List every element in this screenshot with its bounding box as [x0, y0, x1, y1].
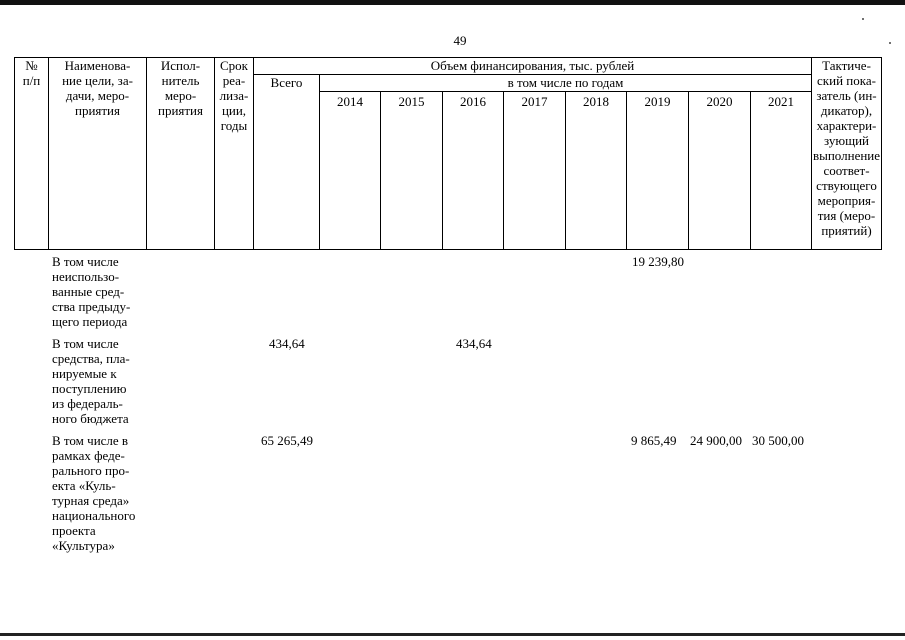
header-by-years: в том числе по годам — [320, 75, 812, 92]
header-year-2015: 2015 — [381, 92, 443, 250]
header-year-2019: 2019 — [627, 92, 689, 250]
top-scan-border — [0, 0, 905, 5]
page-number: 49 — [453, 33, 467, 48]
header-year-2021: 2021 — [751, 92, 812, 250]
header-num: № п/п — [15, 58, 49, 250]
row-value-2021: 30 500,00 — [752, 433, 804, 448]
header-year-2016: 2016 — [443, 92, 504, 250]
row-value-2020: 24 900,00 — [690, 433, 742, 448]
bottom-scan-border — [0, 633, 905, 636]
header-year-2017: 2017 — [504, 92, 566, 250]
header-year-2018: 2018 — [566, 92, 627, 250]
row-value-total: 65 265,49 — [261, 433, 313, 448]
header-indicator: Тактиче- ский пока- затель (ин- дикатор), характери- зующий выполнение соответ- ствующего мероприя- тия (меро- приятий) — [812, 58, 882, 250]
header-year-2020: 2020 — [689, 92, 751, 250]
header-executor: Испол- нитель меро- приятия — [147, 58, 215, 250]
row-label: В том числе средства, пла- нируемые к поступлению из федераль- ного бюджета — [52, 336, 130, 426]
row-label: В том числе неиспользо- ванные сред- ства предыду- щего периода — [52, 254, 131, 329]
header-total: Всего — [254, 75, 320, 250]
row-value-total: 434,64 — [269, 336, 305, 351]
header-period: Срок реа- лиза- ции, годы — [215, 58, 254, 250]
header-year-2014: 2014 — [320, 92, 381, 250]
row-value-2016: 434,64 — [456, 336, 492, 351]
header-name: Наименова- ние цели, за- дачи, меро- приятия — [49, 58, 147, 250]
header-funding: Объем финансирования, тыс. рублей — [254, 58, 812, 75]
scan-speck — [862, 18, 864, 20]
funding-table — [14, 57, 882, 250]
row-value-2019: 9 865,49 — [631, 433, 677, 448]
row-value-2019: 19 239,80 — [632, 254, 684, 269]
scan-speck — [889, 42, 891, 44]
row-label: В том числе в рамках феде- рального про- екта «Куль- турная среда» национального проекта «Культура» — [52, 433, 136, 553]
